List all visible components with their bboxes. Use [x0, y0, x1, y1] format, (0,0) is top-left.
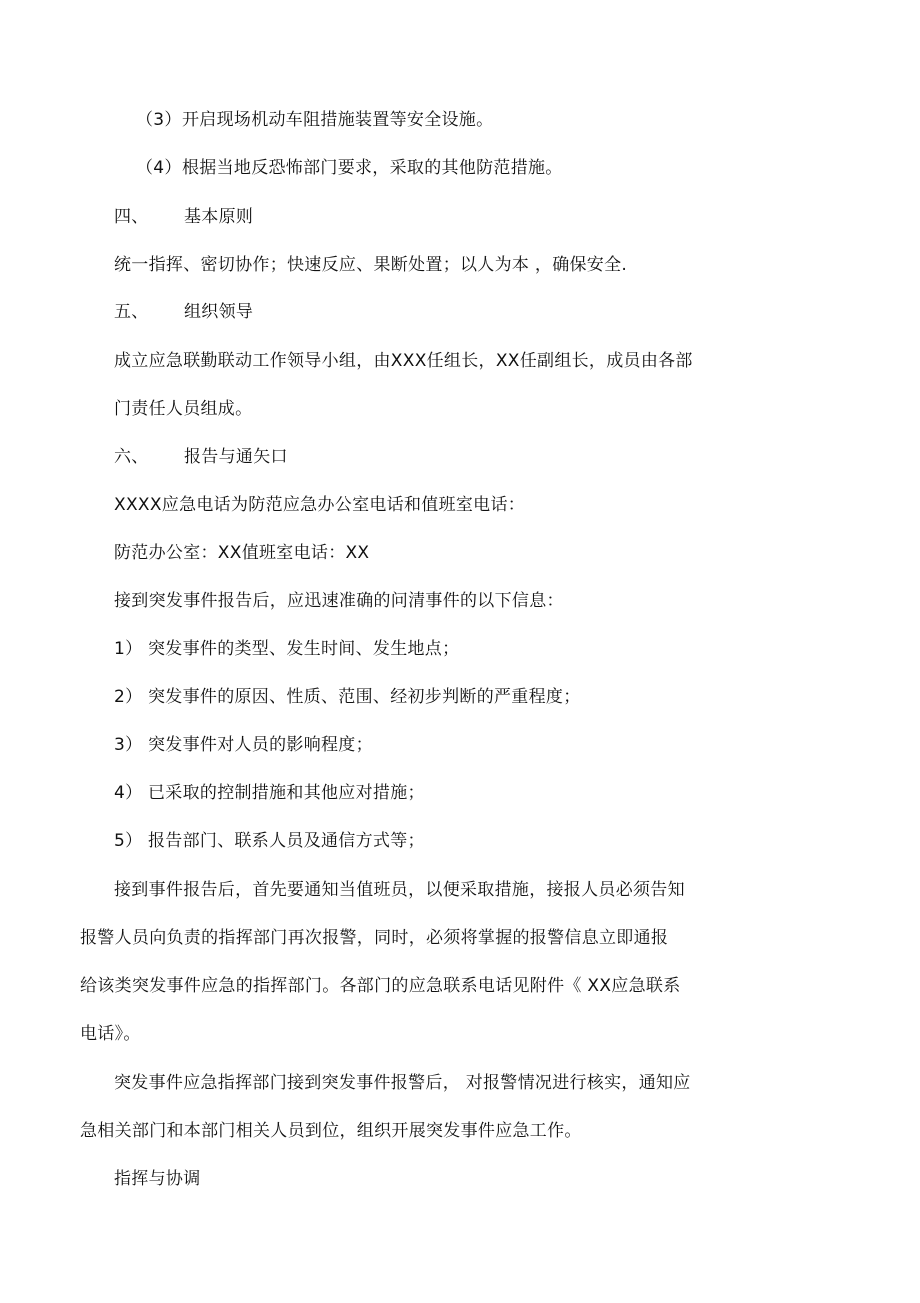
report-item-text: 突发事件的原因、性质、范围、经初步判断的严重程度； [148, 687, 581, 707]
section-title: 组织领导 [184, 302, 254, 322]
section-number: 四、 [114, 207, 149, 227]
emergency-phone-intro: XXXX应急电话为防范应急办公室电话和值班室电话： [114, 495, 526, 515]
report-item-5 [114, 829, 425, 853]
section-heading-organization [114, 300, 253, 324]
measure-text: 开启现场机动车阻措施装置等安全设施。 [182, 110, 494, 130]
report-item-number: 1） [114, 639, 143, 659]
emergency-phone-numbers: 防范办公室：XX值班室电话：XX [114, 543, 370, 563]
notify-paragraph-line-1: 接到事件报告后，首先要通知当值班员，以便采取措施，接报人员必须告知 [114, 880, 685, 900]
measure-number: （3） [136, 110, 182, 130]
command-heading: 指挥与协调 [114, 1169, 201, 1189]
report-item-text: 已采取的控制措施和其他应对措施； [148, 783, 425, 803]
measure-number: （4） [136, 158, 182, 178]
report-item-number: 5） [114, 831, 143, 851]
section-title: 报告与通矢口 [184, 447, 288, 467]
report-item-1 [114, 637, 459, 661]
measure-item-4 [136, 156, 563, 180]
section-title: 基本原则 [184, 207, 254, 227]
principles-text: 统一指挥、密切协作；快速反应、果断处置；以人为本 ，确保安全. [114, 255, 628, 275]
report-item-4 [114, 781, 425, 805]
section-number: 六、 [114, 447, 149, 467]
org-paragraph-line-2: 门责任人员组成。 [114, 399, 253, 419]
report-item-number: 4） [114, 783, 143, 803]
report-item-text: 突发事件的类型、发生时间、发生地点； [148, 639, 460, 659]
notify-paragraph-line-3: 给该类突发事件应急的指挥部门。各部门的应急联系电话见附件《 XX应急联系 [80, 976, 681, 996]
command-paragraph-line-1: 突发事件应急指挥部门接到突发事件报警后， 对报警情况进行核实，通知应 [114, 1073, 691, 1093]
report-item-number: 3） [114, 735, 143, 755]
report-intro: 接到突发事件报告后，应迅速准确的问清事件的以下信息： [114, 591, 564, 611]
section-heading-principles [114, 205, 253, 229]
section-number: 五、 [114, 302, 149, 322]
report-item-text: 突发事件对人员的影响程度； [148, 735, 373, 755]
measure-item-3 [136, 108, 493, 132]
report-item-text: 报告部门、联系人员及通信方式等； [148, 831, 425, 851]
report-item-3 [114, 733, 373, 757]
notify-paragraph-line-2: 报警人员向负责的指挥部门再次报警，同时，必须将掌握的报警信息立即通报 [80, 928, 669, 948]
org-paragraph-line-1: 成立应急联勤联动工作领导小组，由XXX任组长，XX任副组长，成员由各部 [114, 351, 693, 371]
measure-text: 根据当地反恐怖部门要求，采取的其他防范措施。 [182, 158, 563, 178]
notify-paragraph-line-4: 电话》。 [80, 1024, 141, 1044]
report-item-2 [114, 685, 581, 709]
report-item-number: 2） [114, 687, 143, 707]
section-heading-report [114, 445, 288, 469]
command-paragraph-line-2: 急相关部门和本部门相关人员到位，组织开展突发事件应急工作。 [80, 1121, 582, 1141]
